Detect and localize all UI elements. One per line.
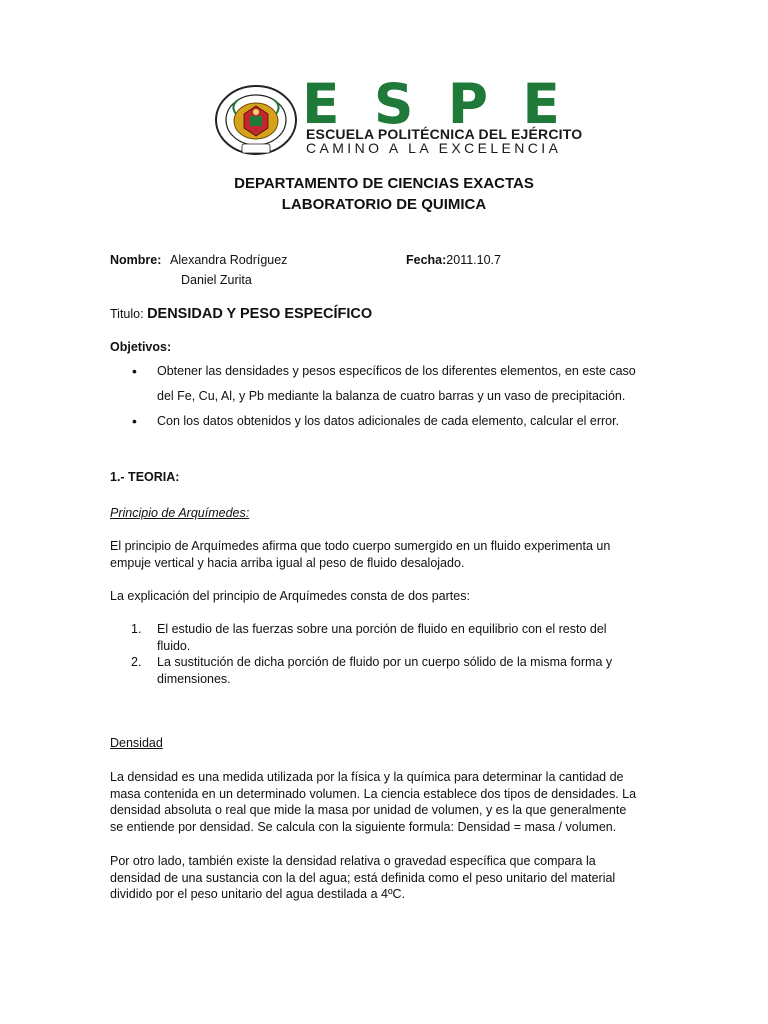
brand-letter: E bbox=[522, 72, 560, 136]
brand-letter: E bbox=[302, 72, 340, 136]
lab-title: LABORATORIO DE QUIMICA bbox=[281, 196, 487, 213]
paragraph-line: densidad de una sustancia con la del agua; está definida como el peso unitario del material bbox=[110, 870, 616, 885]
bullet-icon: • bbox=[132, 363, 137, 379]
list-number: 1. bbox=[131, 622, 142, 636]
list-item bbox=[110, 621, 670, 654]
list-line: El estudio de las fuerzas sobre una porción de fluido en equilibrio con el resto del bbox=[157, 622, 607, 636]
department-title: DEPARTAMENTO DE CIENCIAS EXACTAS bbox=[234, 175, 534, 192]
fecha-field bbox=[406, 252, 501, 268]
espe-seal-logo bbox=[214, 84, 298, 156]
fecha-value: 2011.10.7 bbox=[446, 253, 501, 267]
brand-letter: S bbox=[373, 72, 414, 136]
densidad-relativa-paragraph bbox=[110, 853, 658, 903]
arquimedes-heading: Principio de Arquímedes: bbox=[110, 506, 250, 520]
fecha-label: Fecha: bbox=[406, 253, 447, 267]
paragraph-line: dividido por el peso unitario del agua destilada a 4ºC. bbox=[110, 887, 406, 901]
paragraph-line: La densidad es una medida utilizada por la física y la química para determinar la cantidad de bbox=[110, 770, 624, 784]
objetivos-list bbox=[110, 363, 670, 433]
list-line: dimensiones. bbox=[157, 671, 231, 686]
student-name: Daniel Zurita bbox=[181, 273, 252, 287]
list-item bbox=[110, 413, 670, 433]
paragraph-line: densidad absoluta o real que mide la masa por unidad de volumen, y es la que generalmente bbox=[110, 803, 627, 817]
school-motto: CAMINO A LA EXCELENCIA bbox=[306, 140, 562, 156]
titulo-value: DENSIDAD Y PESO ESPECÍFICO bbox=[147, 306, 373, 322]
bullet-icon: • bbox=[132, 413, 137, 429]
arquimedes-intro: La explicación del principio de Arquímedes consta de dos partes: bbox=[110, 589, 470, 603]
list-line: La sustitución de dicha porción de fluido por un cuerpo sólido de la misma forma y bbox=[157, 655, 613, 669]
paragraph-line: Por otro lado, también existe la densidad relativa o gravedad específica que compara la bbox=[110, 854, 596, 868]
densidad-heading: Densidad bbox=[110, 736, 163, 750]
objetivo-line: del Fe, Cu, Al, y Pb mediante la balanza de cuatro barras y un vaso de precipitación. bbox=[157, 389, 626, 403]
titulo-label: Titulo: bbox=[110, 307, 144, 321]
titulo-field bbox=[110, 306, 372, 322]
brand-letter: P bbox=[447, 72, 489, 136]
arquimedes-paragraph bbox=[110, 538, 658, 571]
student-name: Alexandra Rodríguez bbox=[170, 253, 288, 267]
objetivo-line: Obtener las densidades y pesos específicos de los diferentes elementos, en este caso bbox=[157, 364, 636, 378]
paragraph-line: empuje vertical y hacia arriba igual al peso de fluido desalojado. bbox=[110, 555, 465, 570]
list-number: 2. bbox=[131, 655, 142, 669]
densidad-paragraph bbox=[110, 769, 658, 835]
paragraph-line: El principio de Arquímedes afirma que todo cuerpo sumergido en un fluido experimenta un bbox=[110, 539, 611, 553]
arquimedes-numbered-list bbox=[110, 621, 670, 687]
list-line: fluido. bbox=[157, 638, 191, 653]
objetivo-line: Con los datos obtenidos y los datos adicionales de cada elemento, calcular el error. bbox=[157, 414, 620, 428]
nombre-label: Nombre: bbox=[110, 253, 162, 267]
school-name: ESCUELA POLITÉCNICA DEL EJÉRCITO bbox=[306, 126, 583, 142]
paragraph-line: se entiende por densidad. Se calcula con la siguiente formula: Densidad = masa / volumen. bbox=[110, 819, 617, 834]
paragraph-line: masa contenida en un determinado volumen. La ciencia establece dos tipos de densidades. La bbox=[110, 786, 637, 801]
list-item bbox=[110, 654, 670, 687]
objetivos-label: Objetivos: bbox=[110, 340, 172, 354]
section-heading: 1.- TEORIA: bbox=[110, 470, 180, 484]
list-item bbox=[110, 363, 670, 413]
